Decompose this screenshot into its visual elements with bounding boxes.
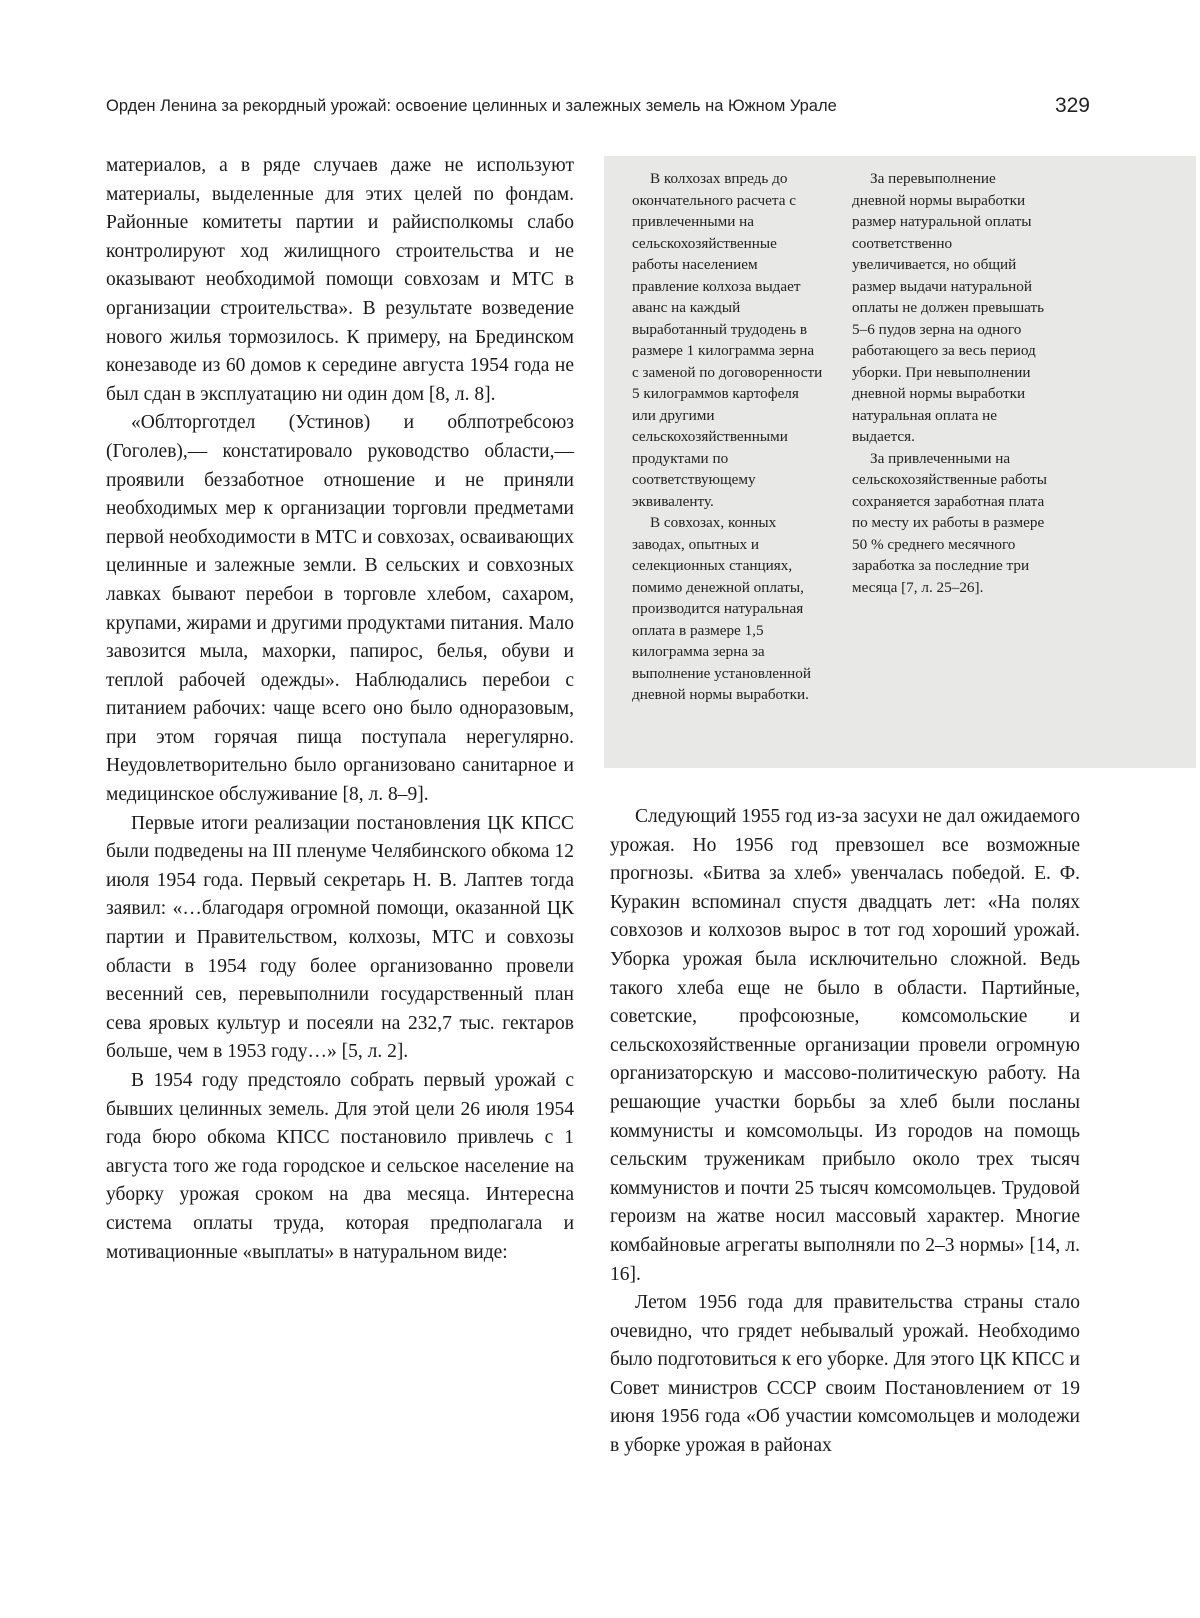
paragraph: Первые итоги реализации постановления ЦК КПСС были подведены на III пленуме Челябинского обкома 12 июля 1954 года. Первый секретарь Н. В. Лаптев тогда заявил: «…благодаря огромной помощи, оказанной ЦК партии и Правительством, колхозы, МТС и совхозы области в 1954 году более организованно провели весенний сев, перевыполнили государственный план сева яровых культур и посеяли на 232,7 тыс. гектаров больше, чем в 1953 году…» [5, л. 2]. [106,812,574,1063]
sidebar-paragraph: В совхозах, конных заводах, опытных и селекционных станциях, помимо денежной оплаты, производится натуральная оплата в размере 1,5 килограмма зерна за выполнение установленной дневной нормы выработки. [632,514,812,703]
sidebar-column-2 [852,168,1048,598]
paragraph: В 1954 году предстояло собрать первый урожай с бывших целинных земель. Для этой цели 26 июля 1954 года бюро обкома КПСС постановило привлечь с 1 августа того же года городское и сельское население на уборку урожая сроком на два месяца. Интересна система оплаты труда, которая предполагала и мотивационные «выплаты» в натуральном виде: [106,1070,574,1263]
sidebar-paragraph: За перевыполнение дневной нормы выработки размер натуральной оплаты соответственно увеличивается, но общий размер выдачи натуральной оплаты не должен превышать 5–6 пудов зерна на одного работающего за весь период уборки. При невыполнении дневной нормы выработки натуральная оплата не выдается. [852,170,1045,445]
left-text-column [106,152,574,1267]
running-title: Орден Ленина за рекордный урожай: освоение целинных и залежных земель на Южном Урале [106,97,837,115]
paragraph: материалов, а в ряде случаев даже не используют материалы, выделенные для этих целей по фондам. Районные комитеты партии и райисполкомы слабо контролируют ход жилищного строительства и не оказывают необходимой помощи совхозам и МТС в организации строительства». В результате возведение нового жилья тормозилось. К примеру, на Брединском конезаводе из 60 домов к середине августа 1954 года не был сдан в эксплуатацию ни один дом [8, л. 8]. [106,155,574,405]
paragraph: Следующий 1955 год из-за засухи не дал ожидаемого урожая. Но 1956 год превзошел все возможные прогнозы. «Битва за хлеб» увенчалась победой. Е. Ф. Куракин вспоминал спустя двадцать лет: «На полях совхозов и колхозов вырос в тот год хороший урожай. Уборка урожая была исключительно сложной. Ведь такого хлеба еще не было в области. Партийные, советские, профсоюзные, комсомольские и сельскохозяйственные организации провели огромную организаторскую и массово-политическую работу. На решающие участки борьбы за хлеб были посланы коммунисты и комсомольцы. Из городов на помощь сельским труженикам прибыло около трех тысяч коммунистов и почти 25 тысяч комсомольцев. Трудовой героизм на жатве носил массовый характер. Многие комбайновые агрегаты выполняли по 2–3 нормы» [14, л. 16]. [610,806,1080,1285]
sidebar-paragraph: В колхозах впредь до окончательного расчета с привлеченными на сельскохозяйственные работы населением правление колхоза выдает аванс на каждый выработанный трудодень в размере 1 килограмма зерна с заменой по договоренности 5 килограммов картофеля или другими сельскохозяйственными продуктами по соответствующему эквиваленту. [632,170,823,510]
right-text-column [610,803,1080,1461]
paragraph: Летом 1956 года для правительства страны стало очевидно, что грядет небывалый урожай. Необходимо было подготовиться к его уборке. Для этого ЦК КПСС и Совет министров СССР своим Постановлением от 19 июня 1956 года «Об участии комсомольцев и молодежи в уборке урожая в районах [610,1292,1080,1457]
paragraph: «Облторготдел (Устинов) и облпотребсоюз (Гоголев),— констатировало руководство области,— проявили беззаботное отношение и не приняли необходимых мер к организации торговли предметами первой необходимости в МТС и совхозах, осваивающих целинные и залежные земли. В сельских и совхозных лавках бывают перебои в торговле хлебом, сахаром, крупами, жирами и другими продуктами питания. Мало завозится мыла, махорки, папирос, белья, обуви и теплой рабочей одежды». Наблюдались перебои с питанием рабочих: чаще всего оно было одноразовым, при этом горячая пища поступала нерегулярно. Неудовлетворительно было организовано санитарное и медицинское обслуживание [8, л. 8–9]. [106,412,574,806]
quotation-sidebar [604,156,1196,768]
sidebar-paragraph: За привлеченными на сельскохозяйственные работы сохраняется заработная плата по месту их работы в размере 50 % среднего месячного заработка за последние три месяца [7, л. 25–26]. [852,449,1047,596]
sidebar-column-1 [632,168,824,706]
page-number: 329 [1054,94,1090,117]
